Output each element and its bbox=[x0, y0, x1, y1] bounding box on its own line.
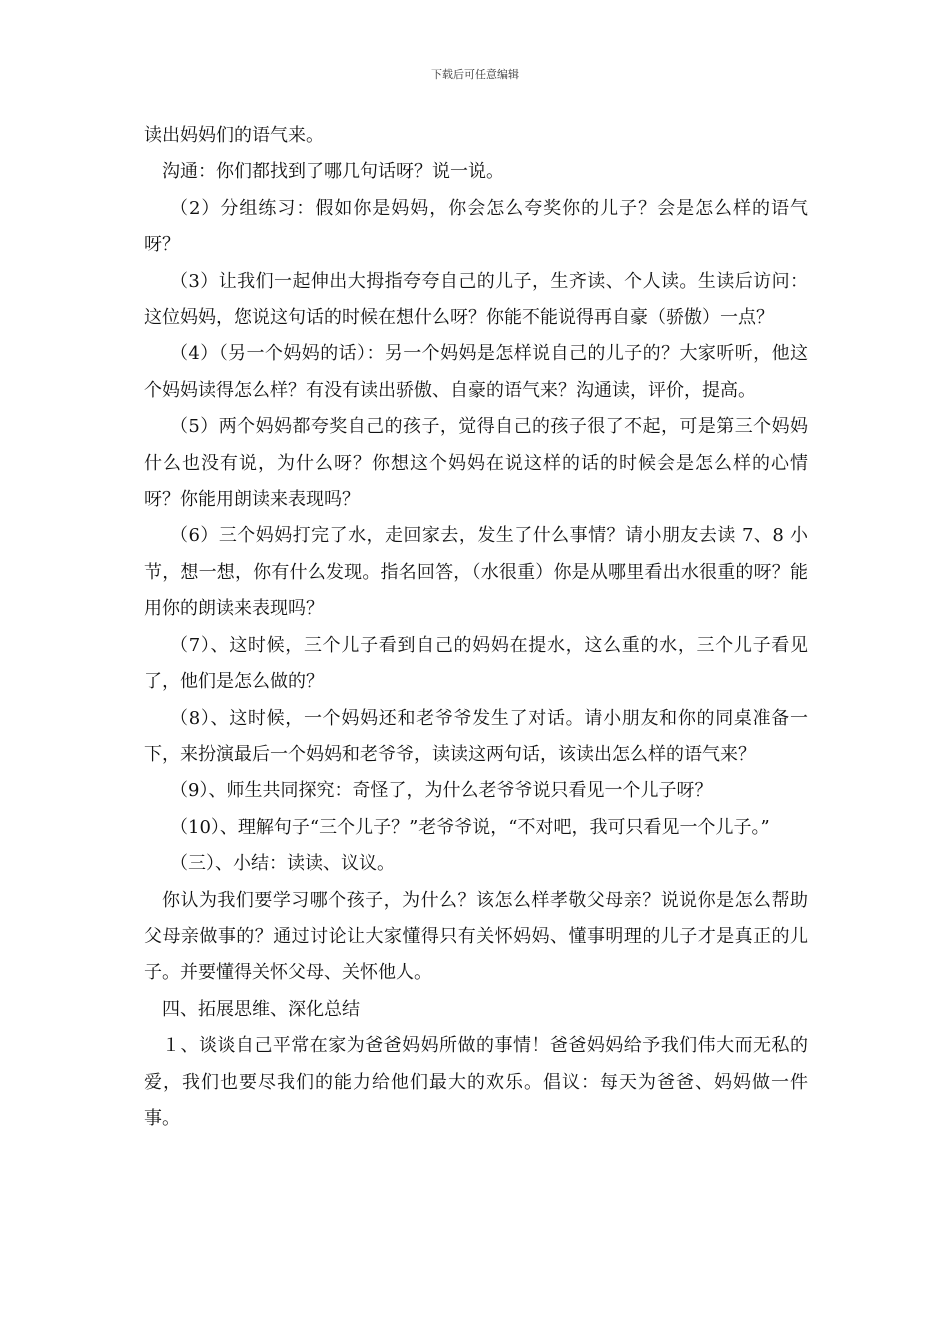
paragraph: （10）、理解句子“三个儿子？”老爷爷说，“不对吧，我可只看见一个儿子。” bbox=[170, 816, 770, 838]
paragraph: （8）、这时候，一个妈妈还和老爷爷发生了对话。请小朋友和你的同桌准备一下，来扮演最后一个妈妈和老爷爷，读读这两句话，该读出怎么样的语气来？ bbox=[144, 707, 808, 765]
paragraph: （5）两个妈妈都夸奖自己的孩子，觉得自己的孩子很了不起，可是第三个妈妈什么也没有说，为什么呀？你想这个妈妈在说这样的话的时候会是怎么样的心情呀？你能用朗读来表现吗？ bbox=[144, 416, 808, 511]
paragraph: （3）让我们一起伸出大拇指夸夸自己的儿子，生齐读、个人读。生读后访问：这位妈妈，您说这句话的时候在想什么呀？你能不能说得再自豪（骄傲）一点？ bbox=[144, 270, 808, 329]
paragraph: （9）、师生共同探究：奇怪了，为什么老爷爷说只看见一个儿子呀？ bbox=[170, 780, 713, 802]
document-body bbox=[144, 118, 808, 1137]
section-summary-heading: （三）、小结：读读、议议。 bbox=[170, 853, 395, 875]
paragraph: 你认为我们要学习哪个孩子，为什么？该怎么样孝敬父母亲？说说你是怎么帮助父母亲做事的？通过讨论让大家懂得只有关怀妈妈、懂事明理的儿子才是真正的儿子。并要懂得关怀父母、关怀他人。 bbox=[144, 889, 808, 984]
paragraph: （6）三个妈妈打完了水，走回家去，发生了什么事情？请小朋友去读 7、8 小节，想一想，你有什么发现。指名回答，（水很重）你是从哪里看出水很重的呀？能用你的朗读来表现吗？ bbox=[144, 525, 808, 620]
page-header: 下载后可任意编辑 bbox=[431, 68, 519, 81]
paragraph: 读出妈妈们的语气来。 bbox=[144, 125, 324, 146]
paragraph: （4）（另一个妈妈的话）：另一个妈妈是怎样说自己的儿子的？大家听听，他这个妈妈读得怎么样？有没有读出骄傲、自豪的语气来？沟通读，评价，提高。 bbox=[144, 343, 808, 401]
paragraph: １、谈谈自己平常在家为爸爸妈妈所做的事情！爸爸妈妈给予我们伟大而无私的爱，我们也要尽我们的能力给他们最大的欢乐。倡议：每天为爸爸、妈妈做一件事。 bbox=[144, 1035, 808, 1129]
paragraph: （7）、这时候，三个儿子看到自己的妈妈在提水，这么重的水，三个儿子看见了，他们是怎么做的？ bbox=[144, 634, 808, 693]
section-heading: 四、拓展思维、深化总结 bbox=[162, 998, 360, 1020]
paragraph: 沟通：你们都找到了哪几句话呀？说一说。 bbox=[162, 161, 504, 183]
paragraph: （2）分组练习：假如你是妈妈，你会怎么夸奖你的儿子？会是怎么样的语气呀？ bbox=[144, 197, 808, 256]
